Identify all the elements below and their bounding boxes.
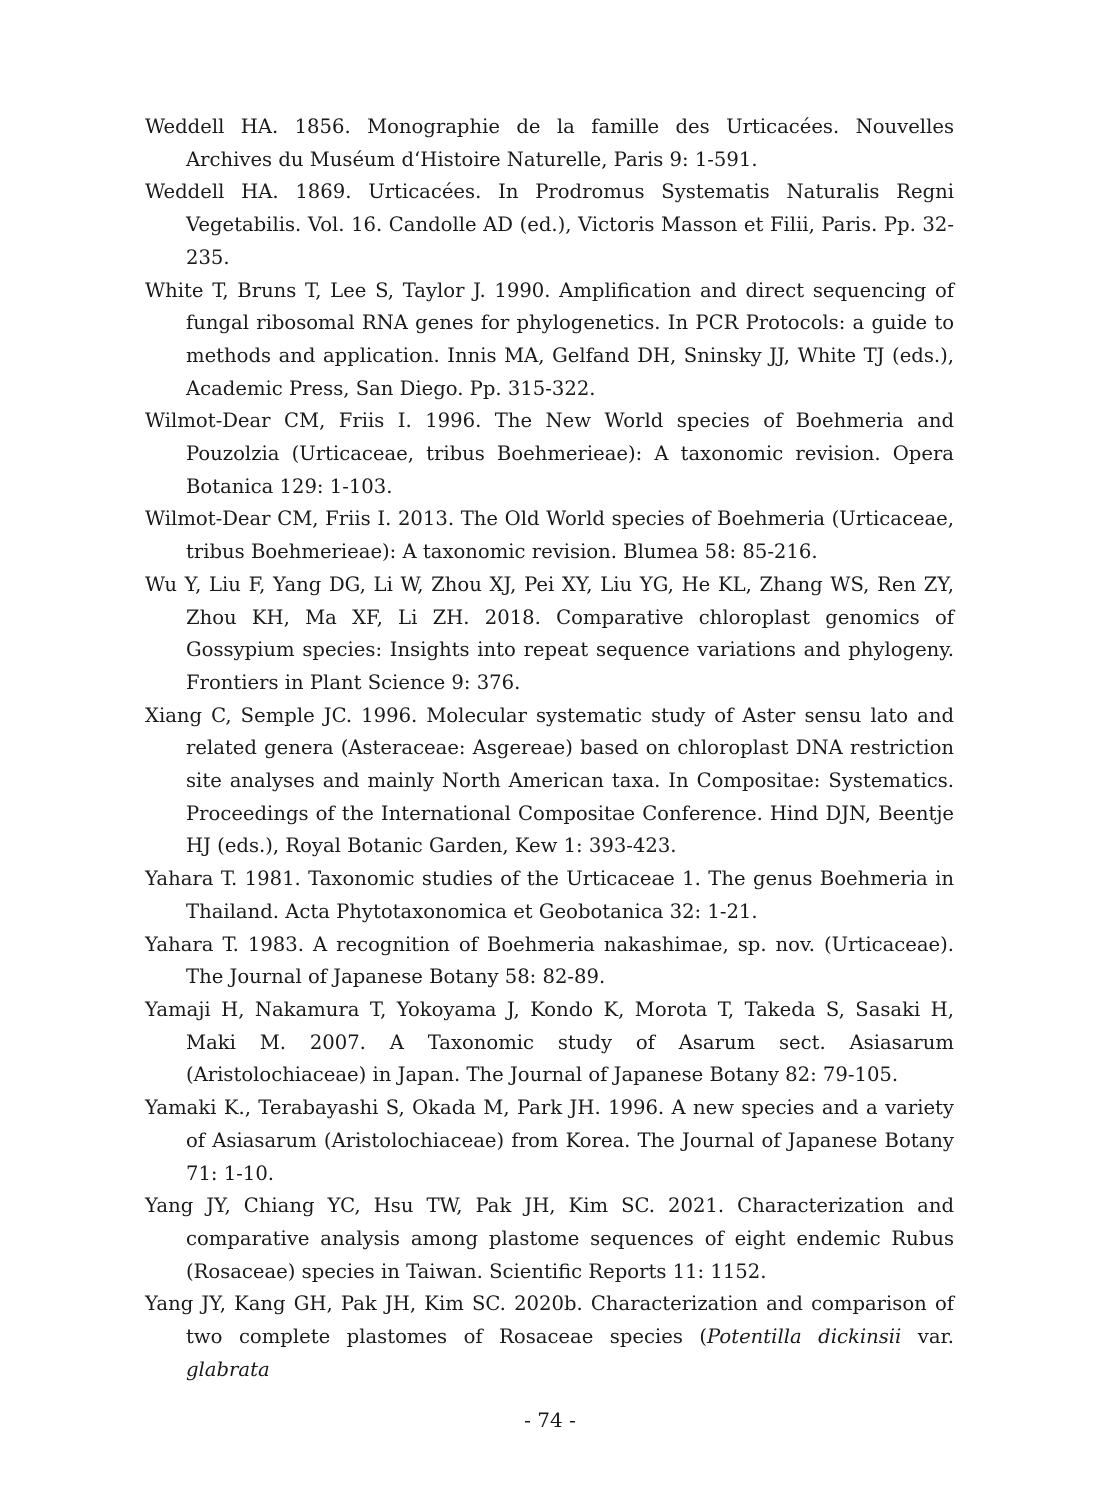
reference-entry: Weddell HA. 1869. Urticacées. In Prodromus Systematis Naturalis Regni Vegetabilis. Vol. 16. Candolle AD (ed.), Victoris Masson et Filii, Paris. Pp. 32-235. — [145, 180, 954, 269]
reference-entry: Xiang C, Semple JC. 1996. Molecular systematic study of Aster sensu lato and related genera (Asteraceae: Asgereae) based on chloroplast DNA restriction site analyses and mainly North American taxa. In Compositae: Systematics. Proceedings of the International Compositae Conference. Hind DJN, Beentje HJ (eds.), Royal Botanic Garden, Kew 1: 393-423. — [145, 703, 954, 858]
reference-text: var. — [901, 1325, 954, 1349]
page-number: - 74 - — [524, 1408, 576, 1432]
variety-name: glabrata — [186, 1357, 270, 1381]
reference-entry: Weddell HA. 1856. Monographie de la famille des Urticacées. Nouvelles Archives du Muséum d‘Histoire Naturelle, Paris 9: 1-591. — [145, 115, 954, 171]
reference-entry: Yahara T. 1981. Taxonomic studies of the Urticaceae 1. The genus Boehmeria in Thailand. Acta Phytotaxonomica et Geobotanica 32: 1-21. — [145, 867, 954, 923]
reference-list — [145, 111, 954, 1386]
reference-entry: Yamaki K., Terabayashi S, Okada M, Park JH. 1996. A new species and a variety of Asiasarum (Aristolochiaceae) from Korea. The Journal of Japanese Botany 71: 1-10. — [145, 1096, 954, 1185]
reference-entry: Wilmot-Dear CM, Friis I. 1996. The New World species of Boehmeria and Pouzolzia (Urticaceae, tribus Boehmerieae): A taxonomic revision. Opera Botanica 129: 1-103. — [145, 409, 954, 498]
reference-entry: Wilmot-Dear CM, Friis I. 2013. The Old World species of Boehmeria (Urticaceae, tribus Boehmerieae): A taxonomic revision. Blumea 58: 85-216. — [145, 507, 954, 564]
reference-entry-partial — [145, 1288, 954, 1386]
reference-entry: Yang JY, Chiang YC, Hsu TW, Pak JH, Kim SC. 2021. Characterization and comparative analysis among plastome sequences of eight endemic Rubus (Rosaceae) species in Taiwan. Scientific Reports 11: 1152. — [145, 1194, 954, 1283]
reference-entry: Wu Y, Liu F, Yang DG, Li W, Zhou XJ, Pei XY, Liu YG, He KL, Zhang WS, Ren ZY, Zhou KH, Ma XF, Li ZH. 2018. Comparative chloroplast genomics of Gossypium species: Insights into repeat sequence variations and phylogeny. Frontiers in Plant Science 9: 376. — [145, 572, 954, 694]
species-name: Potentilla dickinsii — [707, 1325, 902, 1349]
reference-text: Yang JY, Kang GH, Pak JH, Kim SC. 2020b. Characterization and comparison of two complete plastomes of Rosaceae species ( — [145, 1292, 954, 1349]
reference-entry: Yamaji H, Nakamura T, Yokoyama J, Kondo K, Morota T, Takeda S, Sasaki H, Maki M. 2007. A Taxonomic study of Asarum sect. Asiasarum (Aristolochiaceae) in Japan. The Journal of Japanese Botany 82: 79-105. — [145, 997, 954, 1087]
reference-entry: Yahara T. 1983. A recognition of Boehmeria nakashimae, sp. nov. (Urticaceae). The Journal of Japanese Botany 58: 82-89. — [145, 932, 954, 989]
reference-entry: White T, Bruns T, Lee S, Taylor J. 1990. Amplification and direct sequencing of fungal ribosomal RNA genes for phylogenetics. In PCR Protocols: a guide to methods and application. Innis MA, Gelfand DH, Sninsky JJ, White TJ (eds.), Academic Press, San Diego. Pp. 315-322. — [145, 278, 954, 400]
